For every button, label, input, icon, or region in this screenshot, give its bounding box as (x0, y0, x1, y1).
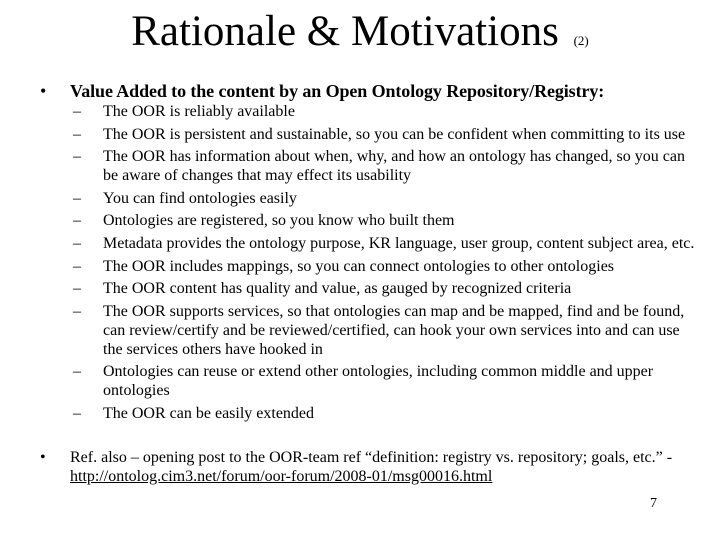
sub-bullet-text: The OOR includes mappings, so you can connect ontologies to other ontologies (103, 257, 615, 275)
dash-icon: – (73, 103, 81, 120)
sub-bullet-text: The OOR is persistent and sustainable, so you can be confident when committing to its use (103, 125, 686, 143)
dash-icon: – (73, 234, 81, 252)
dash-icon: – (73, 404, 81, 422)
reference-bullet (40, 448, 690, 486)
dash-icon: – (73, 280, 81, 298)
dash-icon: – (73, 302, 81, 320)
sub-bullet-item (73, 257, 703, 276)
dash-icon: – (73, 212, 81, 230)
sub-bullet-item (73, 279, 703, 298)
sub-bullet-text: The OOR can be easily extended (103, 404, 315, 422)
dash-icon: – (73, 189, 81, 207)
sub-bullet-item (73, 189, 703, 208)
sub-bullet-item (73, 211, 703, 230)
sub-bullet-text: The OOR has information about when, why, and how an ontology has changed, so you can be aware of changes that may effect its usability (103, 148, 685, 185)
dash-icon: – (73, 148, 81, 166)
sub-bullet-item (73, 102, 703, 121)
sub-bullet-item (73, 302, 703, 359)
sub-bullet-text: Metadata provides the ontology purpose, KR language, user group, content subject area, etc. (103, 234, 695, 252)
sub-bullet-text: Ontologies can reuse or extend other ontologies, including common middle and upper ontologies (103, 363, 654, 400)
reference-text-block (70, 448, 690, 486)
dash-icon: – (73, 257, 81, 275)
page-number: 7 (650, 496, 657, 511)
bullet-icon: • (40, 449, 46, 466)
dash-icon: – (73, 363, 81, 381)
sub-bullet-text: The OOR is reliably available (103, 103, 295, 120)
sub-bullet-item (73, 125, 703, 144)
dash-icon: – (73, 125, 81, 143)
reference-link[interactable]: http://ontolog.cim3.net/forum/oor-forum/2008-01/msg00016.html (70, 468, 493, 485)
main-bullet-text: Value Added to the content by an Open Ontology Repository/Registry: (70, 81, 605, 101)
sub-bullet-text: The OOR supports services, so that ontologies can map and be mapped, find and be found, can review/certify and be reviewed/certified, can hook your own services into and can use the services others have hooked in (103, 302, 685, 358)
slide-title-text: Rationale & Motivations (131, 8, 559, 55)
sub-bullet-text: You can find ontologies easily (103, 189, 297, 207)
slide-title (0, 6, 720, 67)
sub-bullet-list (73, 102, 703, 427)
slide-title-number: (2) (573, 33, 589, 48)
sub-bullet-text: Ontologies are registered, so you know who built them (103, 212, 455, 230)
bullet-icon: • (40, 81, 47, 101)
sub-bullet-item (73, 362, 703, 400)
reference-text: Ref. also – opening post to the OOR-team ref “definition: registry vs. repository; goals, etc.” - (70, 449, 673, 466)
sub-bullet-item (73, 147, 703, 185)
sub-bullet-item (73, 404, 703, 423)
sub-bullet-text: The OOR content has quality and value, as gauged by recognized criteria (103, 280, 572, 298)
sub-bullet-item (73, 234, 703, 253)
